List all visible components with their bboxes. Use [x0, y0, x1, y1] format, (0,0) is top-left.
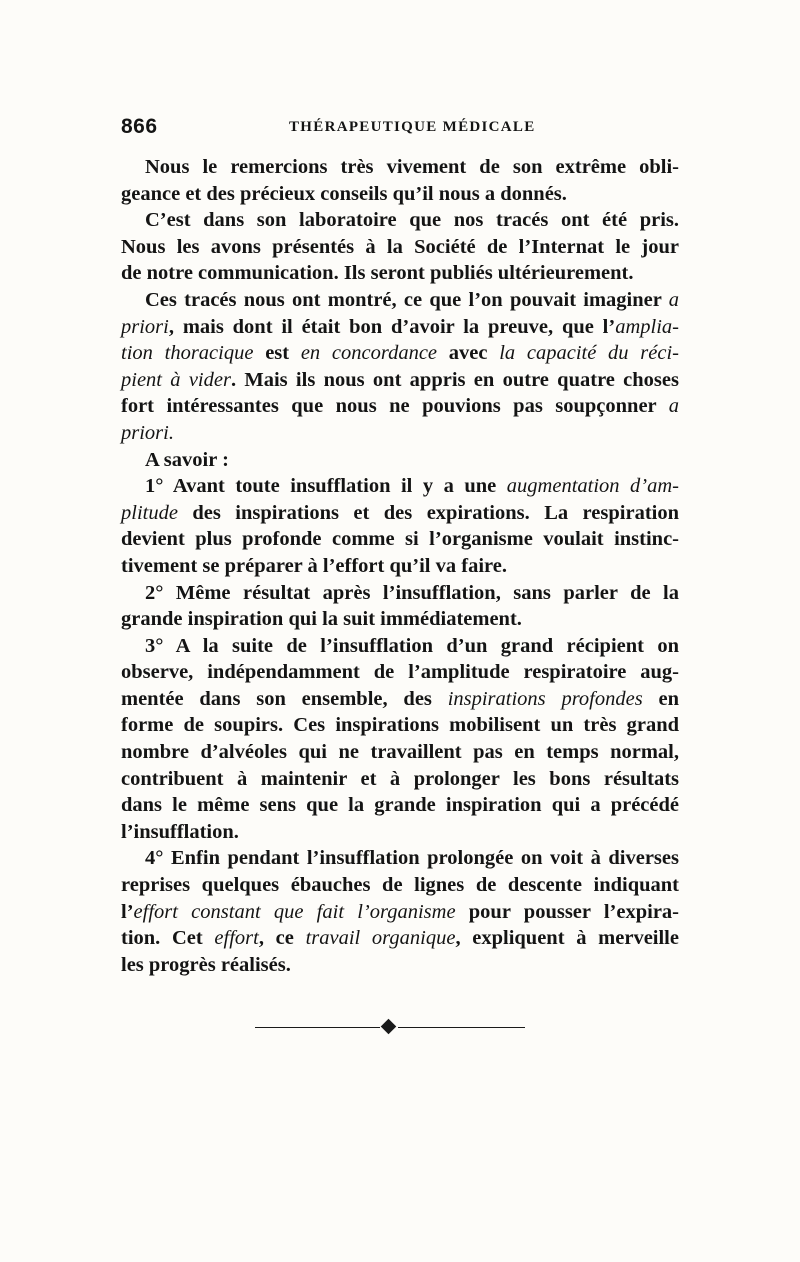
- text-line: [121, 792, 679, 819]
- text-line: [121, 447, 679, 474]
- text-run: grande inspiration qui la suit immédiatement.: [121, 608, 522, 631]
- text-run: les progrès réalisés.: [121, 953, 291, 976]
- text-run: nombre d’alvéoles qui ne travaillent pas en temps normal,: [121, 741, 679, 764]
- text-line: [121, 207, 679, 234]
- text-run: tivement se préparer à l’effort qu’il va faire.: [121, 554, 507, 577]
- text-line: [121, 925, 679, 952]
- text-run: . Mais ils nous ont appris en outre quatre choses: [230, 368, 679, 391]
- paragraph: [121, 447, 679, 474]
- text-line: [121, 526, 679, 553]
- italic-text: priori: [121, 315, 169, 338]
- italic-text: augmentation d’am-: [506, 475, 679, 498]
- text-line: [121, 260, 679, 287]
- text-line: [121, 686, 679, 713]
- text-line: [121, 845, 679, 872]
- text-run: reprises quelques ébauches de lignes de descente indiquant: [121, 874, 679, 897]
- italic-text: a: [668, 288, 679, 311]
- text-run: fort intéressantes que nous ne pouvions pas soupçonner: [121, 395, 669, 418]
- text-run: 3° A la suite de l’insufflation d’un grand récipient on: [145, 634, 679, 657]
- text-line: [121, 314, 679, 341]
- paragraph: [121, 633, 679, 846]
- text-line: [121, 181, 679, 208]
- text-run: , expliquent à merveille: [455, 927, 679, 950]
- text-run: Nous le remercions très vivement de son extrême obli-: [145, 156, 679, 178]
- text-run: C’est dans son laboratoire que nos tracés ont été pris.: [145, 209, 679, 232]
- text-line: [121, 473, 679, 500]
- text-run: est: [253, 342, 301, 365]
- paragraph: [121, 207, 679, 287]
- italic-text: amplia-: [615, 315, 679, 338]
- text-run: devient plus profonde comme si l’organisme voulait instinc-: [121, 528, 679, 551]
- text-line: [121, 712, 679, 739]
- page-header: [121, 112, 677, 144]
- text-run: dans le même sens que la grande inspiration qui a précédé: [121, 794, 679, 817]
- paragraph: [121, 287, 679, 447]
- text-line: [121, 899, 679, 926]
- text-run: Nous les avons présentés à la Société de l’Internat le jour: [121, 235, 679, 258]
- text-run: forme de soupirs. Ces inspirations mobilisent un très grand: [121, 714, 679, 737]
- text-run: A savoir :: [145, 448, 229, 471]
- text-line: [121, 766, 679, 793]
- italic-text: pient à vider: [121, 368, 231, 391]
- ornament-rule-left: [255, 1027, 380, 1028]
- text-line: [121, 633, 679, 660]
- text-line: [121, 287, 679, 314]
- text-line: [121, 819, 679, 846]
- italic-text: travail organique: [305, 927, 456, 950]
- end-ornament: [255, 1018, 525, 1038]
- text-line: [121, 952, 679, 979]
- text-run: observe, indépendamment de l’amplitude respiratoire aug-: [121, 661, 679, 684]
- text-run: , mais dont il était bon d’avoir la preuve, que l’: [168, 315, 616, 338]
- text-run: tion. Cet: [121, 927, 215, 950]
- italic-text: priori.: [121, 421, 174, 444]
- italic-text: effort constant que fait l’organisme: [133, 900, 456, 923]
- text-run: en: [642, 687, 679, 710]
- text-line: [121, 340, 679, 367]
- text-line: [121, 154, 679, 181]
- text-line: [121, 872, 679, 899]
- text-run: 2° Même résultat après l’insufflation, sans parler de la: [145, 581, 679, 604]
- text-line: [121, 367, 679, 394]
- text-line: [121, 659, 679, 686]
- text-run: avec: [437, 342, 500, 365]
- text-run: l’insufflation.: [121, 820, 239, 843]
- italic-text: la capacité du réci-: [499, 342, 679, 365]
- paragraph: [121, 580, 679, 633]
- text-run: mentée dans son ensemble, des: [121, 687, 448, 710]
- body-text: [121, 154, 679, 978]
- text-run: pour pousser l’expira-: [455, 900, 679, 923]
- italic-text: inspirations profondes: [447, 687, 643, 710]
- page-number: 866: [121, 115, 158, 138]
- ornament-rule-right: [398, 1027, 525, 1028]
- text-run: des inspirations et des expirations. La respiration: [177, 501, 679, 524]
- text-line: [121, 606, 679, 633]
- text-run: contribuent à maintenir et à prolonger les bons résultats: [121, 767, 679, 790]
- text-line: [121, 393, 679, 420]
- italic-text: effort: [214, 927, 259, 950]
- text-run: l’: [121, 900, 134, 923]
- text-run: de notre communication. Ils seront publiés ultérieurement.: [121, 262, 634, 285]
- text-line: [121, 234, 679, 261]
- text-line: [121, 553, 679, 580]
- text-run: geance et des précieux conseils qu’il nous a donnés.: [121, 182, 567, 205]
- diamond-icon: [381, 1019, 397, 1035]
- italic-text: tion thoracique: [121, 342, 254, 365]
- text-line: [121, 420, 679, 447]
- text-line: [121, 580, 679, 607]
- running-title: THÉRAPEUTIQUE MÉDICALE: [289, 119, 536, 135]
- italic-text: en concordance: [300, 342, 438, 365]
- italic-text: a: [668, 395, 679, 418]
- paragraph: [121, 845, 679, 978]
- text-run: Ces tracés nous ont montré, ce que l’on pouvait imaginer: [145, 288, 669, 311]
- text-line: [121, 500, 679, 527]
- text-line: [121, 739, 679, 766]
- paragraph: [121, 473, 679, 579]
- paragraph: [121, 154, 679, 207]
- text-run: , ce: [258, 927, 306, 950]
- text-run: 4° Enfin pendant l’insufflation prolongée on voit à diverses: [145, 847, 679, 870]
- italic-text: plitude: [121, 501, 178, 524]
- text-run: 1° Avant toute insufflation il y a une: [145, 475, 507, 498]
